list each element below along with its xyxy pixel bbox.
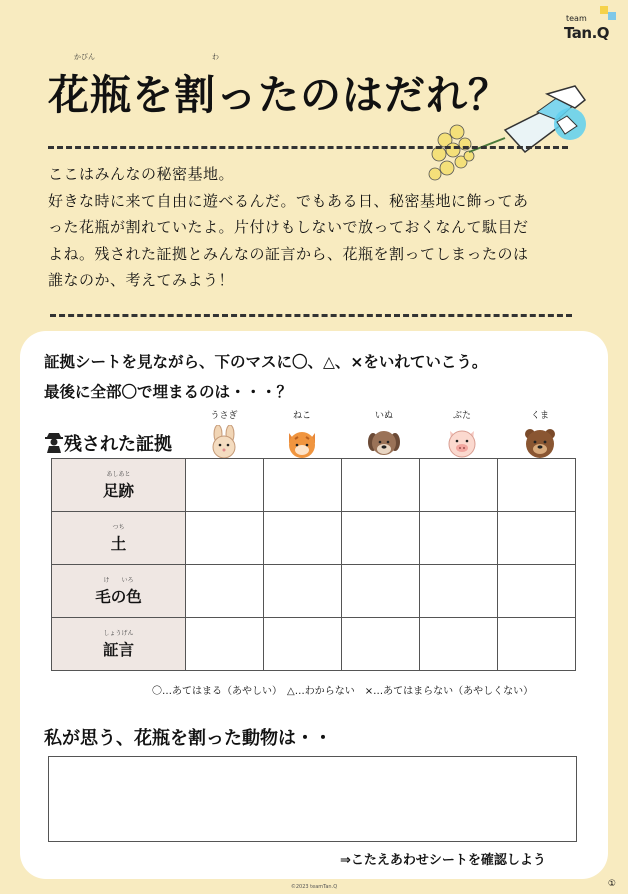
instruction-line-1: 証拠シートを見ながら、下のマスに〇、△、×をいれていこう。 [44, 353, 488, 371]
animal-label: ぶた [452, 411, 471, 421]
grid-cell[interactable] [498, 459, 576, 512]
intro-line: ここはみんなの秘密基地。 [48, 165, 235, 183]
animal-pig [440, 408, 484, 462]
bear-icon [523, 425, 557, 459]
vase-shards [505, 86, 586, 152]
animal-label: うさぎ [210, 411, 238, 421]
grid-cell[interactable] [264, 618, 342, 671]
divider-top [48, 146, 568, 149]
grid-cell[interactable] [342, 512, 420, 565]
animal-label: ねこ [292, 411, 311, 421]
evidence-grid [51, 458, 576, 671]
intro-line: 好きな時に来て自由に遊べるんだ。でもある日、秘密基地に飾ってあ [48, 191, 529, 210]
row-header-fur-color [52, 565, 186, 618]
answer-question: 私が思う、花瓶を割った動物は・・ [44, 728, 332, 749]
grid-cell[interactable] [264, 459, 342, 512]
grid-cell[interactable] [420, 459, 498, 512]
evidence-section-label: 残された証拠 [64, 434, 172, 455]
title-ruby-kabin: かびん [74, 53, 95, 61]
grid-cell[interactable] [186, 565, 264, 618]
grid-cell[interactable] [498, 618, 576, 671]
confirm-note: ⇒こたえあわせシートを確認しよう [340, 853, 546, 868]
row-label: 足跡 [102, 482, 134, 500]
table-row [52, 565, 576, 618]
grid-cell[interactable] [498, 565, 576, 618]
animal-label: くま [530, 411, 549, 421]
intro-line: 誰なのか、考えてみよう！ [48, 271, 235, 289]
divider-bottom [50, 314, 572, 317]
pig-icon [445, 425, 479, 459]
intro-line: よね。残された証拠とみんなの証言から、花瓶を割ってしまったのは [48, 244, 529, 263]
dog-icon [367, 425, 401, 459]
grid-cell[interactable] [342, 565, 420, 618]
evidence-section-title [44, 430, 172, 456]
detective-icon [44, 431, 64, 453]
instruction-line-2: 最後に全部〇で埋まるのは・・・？ [44, 383, 293, 401]
row-label: 毛の色 [95, 588, 142, 606]
row-header-testimony [52, 618, 186, 671]
row-label: 土 [110, 535, 127, 553]
animal-cat [280, 408, 324, 462]
grid-cell[interactable] [498, 512, 576, 565]
logo-team-text: team [566, 14, 587, 23]
animal-dog [362, 408, 406, 462]
row-label: 証言 [102, 641, 134, 659]
table-row [52, 512, 576, 565]
row-ruby: つち [112, 524, 125, 531]
copyright: ©2023 teamTan.Q [290, 884, 338, 890]
row-ruby: あしあと [106, 471, 131, 478]
grid-cell[interactable] [186, 459, 264, 512]
row-header-footprints [52, 459, 186, 512]
symbol-legend: 〇…あてはまる（あやしい） △…わからない ×…あてはまらない（あやしくない） [152, 686, 534, 697]
grid-cell[interactable] [186, 512, 264, 565]
flower-stem [469, 138, 505, 152]
intro-line: った花瓶が割れていたよ。片付けもしないで放っておくなんて駄目だ [48, 218, 529, 236]
intro-text [48, 161, 588, 294]
grid-cell[interactable] [420, 618, 498, 671]
title-ruby-wa: わ [212, 53, 219, 61]
logo-tanq-text: Tan.Q [564, 24, 610, 42]
grid-cell[interactable] [264, 565, 342, 618]
animal-bear [518, 408, 562, 462]
row-header-soil [52, 512, 186, 565]
logo-square-yellow [600, 6, 608, 14]
page-number: ① [607, 879, 616, 889]
grid-cell[interactable] [420, 512, 498, 565]
grid-cell[interactable] [186, 618, 264, 671]
grid-cell[interactable] [342, 459, 420, 512]
table-row [52, 459, 576, 512]
cat-icon [285, 425, 319, 459]
animal-rabbit [202, 408, 246, 462]
animal-label: いぬ [374, 411, 393, 421]
row-ruby: しょうげん [103, 630, 134, 637]
grid-cell[interactable] [420, 565, 498, 618]
team-tanq-logo [562, 6, 620, 46]
logo-square-blue [608, 12, 616, 20]
grid-cell[interactable] [342, 618, 420, 671]
answer-box[interactable] [48, 756, 577, 842]
row-ruby: け いろ [103, 577, 134, 584]
rabbit-icon [207, 425, 241, 459]
grid-cell[interactable] [264, 512, 342, 565]
page-title: 花瓶を割ったのはだれ？ [48, 71, 510, 119]
table-row [52, 618, 576, 671]
